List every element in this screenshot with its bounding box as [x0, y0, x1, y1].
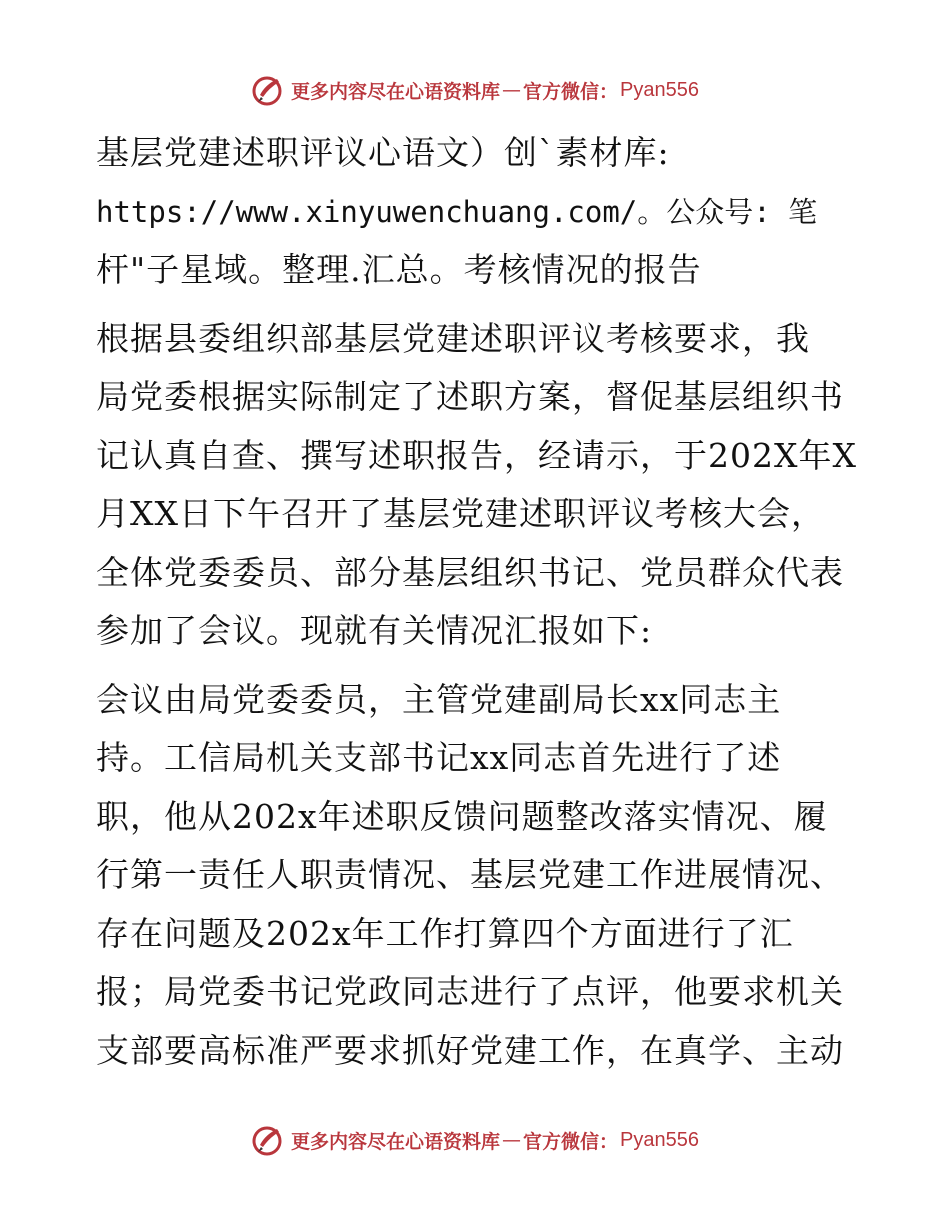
document-body [96, 124, 856, 1090]
text-line: 持。工信局机关支部书记xx同志首先进行了述 [96, 738, 782, 777]
text-line: 报；局党委书记党政同志进行了点评，他要求机关 [96, 972, 844, 1011]
text-line: 杆"子星域。整理.汇总。考核情况的报告 [96, 250, 702, 289]
footer-watermark-banner [0, 1120, 950, 1160]
brush-logo-icon [251, 1123, 285, 1157]
banner-wechat-id: Pyan556 [620, 1128, 699, 1151]
text-line: 局党委根据实际制定了述职方案，督促基层组织书 [96, 377, 844, 416]
text-line: 会议由局党委委员，主管党建副局长xx同志主 [96, 679, 782, 719]
banner-wechat-id: Pyan556 [620, 78, 699, 101]
text-line-url: https://www.xinyuwenchuang.com/。公众号: 笔 [96, 194, 818, 229]
text-line: 参加了会议。现就有关情况汇报如下: [96, 611, 653, 650]
header-watermark-banner [0, 70, 950, 110]
banner-dash: — [502, 79, 522, 101]
banner-wechat-label: 官方微信： [523, 80, 619, 103]
text-line: 全体党委委员、部分基层组织书记、党员群众代表 [96, 552, 844, 592]
text-line: 存在问题及202x年工作打算四个方面进行了汇 [96, 913, 794, 953]
text-line: 根据县委组织部基层党建述职评议考核要求，我 [96, 318, 810, 358]
text-line: 月XX日下午召开了基层党建述职评议考核大会， [96, 494, 825, 533]
text-line: 基层党建述职评议心语文）创`素材库: [96, 133, 670, 172]
banner-slogan: 更多内容尽在心语资料库 [291, 80, 501, 103]
paragraph-meeting [96, 671, 856, 1081]
text-line: 行第一责任人职责情况、基层党建工作进展情况、 [96, 855, 844, 894]
text-line: 支部要高标准严要求抓好党建工作，在真学、主动 [96, 1030, 844, 1070]
banner-dash: — [502, 1129, 522, 1151]
paragraph-intro [96, 310, 856, 661]
text-line: 职，他从202x年述职反馈问题整改落实情况、履 [96, 796, 828, 836]
banner-wechat-label: 官方微信： [523, 1130, 619, 1153]
banner-slogan: 更多内容尽在心语资料库 [291, 1130, 501, 1153]
text-line: 记认真自查、撰写述职报告，经请示，于202X年X [96, 435, 857, 475]
brush-logo-icon [251, 73, 285, 107]
paragraph-title [96, 124, 856, 300]
